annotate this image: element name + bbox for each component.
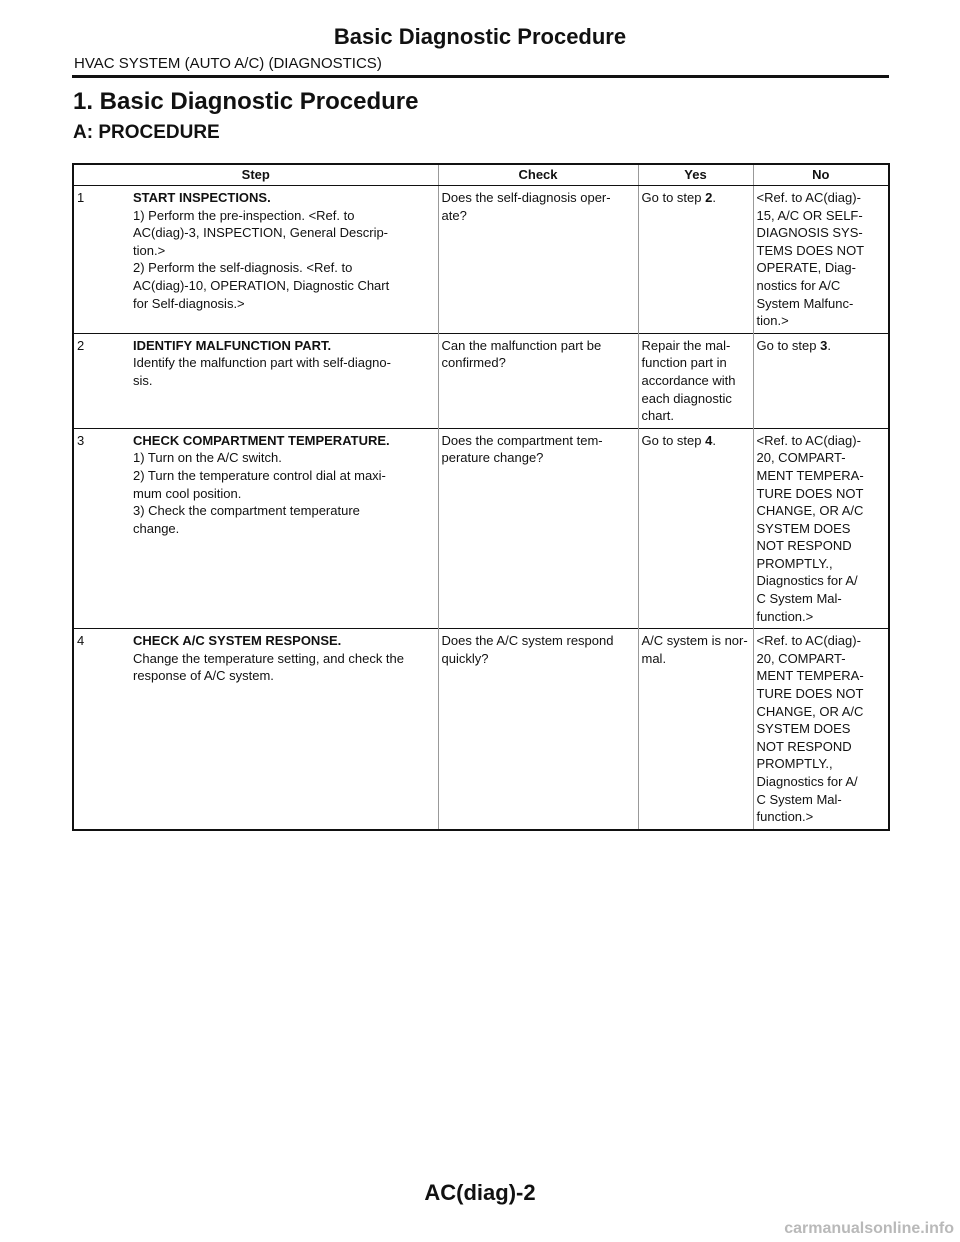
step-text: response of A/C system.: [133, 668, 274, 684]
step-text: Identify the malfunction part with self-diagno-: [133, 355, 391, 371]
no-text: 20, COMPART-: [756, 450, 846, 466]
step-title: CHECK A/C SYSTEM RESPONSE.: [133, 633, 342, 649]
step-cell: [73, 333, 438, 428]
no-cell: [753, 629, 889, 830]
no-text: function.>: [756, 608, 814, 624]
yes-text: each diagnostic: [641, 390, 732, 406]
table-row: [73, 629, 889, 830]
no-text: <Ref. to AC(diag)-: [756, 633, 861, 649]
column-header-yes: Yes: [638, 164, 753, 186]
no-text: SYSTEM DOES: [756, 721, 851, 737]
no-text-end: .: [827, 337, 831, 353]
yes-cell: [638, 428, 753, 629]
no-text: NOT RESPOND: [756, 738, 852, 754]
step-text: 1) Turn on the A/C switch.: [133, 450, 282, 466]
column-header-step: Step: [73, 164, 438, 186]
step-number: 1: [77, 190, 85, 205]
check-cell: [438, 186, 638, 334]
check-text: perature change?: [441, 450, 544, 466]
no-text: Diagnostics for A/: [756, 774, 858, 789]
yes-text: Repair the mal-: [641, 337, 731, 353]
no-text: C System Mal-: [756, 591, 842, 607]
yes-text: mal.: [641, 650, 667, 666]
step-title: IDENTIFY MALFUNCTION PART.: [133, 337, 332, 353]
step-text: mum cool position.: [133, 485, 242, 501]
no-text: System Malfunc-: [756, 295, 854, 311]
no-text: function.>: [756, 809, 814, 825]
no-cell: [753, 428, 889, 629]
step-text: for Self-diagnosis.>: [133, 295, 245, 311]
no-text: 15, A/C OR SELF-: [756, 207, 863, 223]
no-text: CHANGE, OR A/C: [756, 503, 864, 519]
step-text: 1) Perform the pre-inspection. <Ref. to: [133, 207, 355, 223]
watermark: carmanualsonline.info: [784, 1220, 954, 1237]
no-text: CHANGE, OR A/C: [756, 703, 864, 719]
page-number: AC(diag)-2: [424, 1180, 536, 1205]
no-text: PROMPTLY.,: [756, 555, 833, 571]
diagnostic-table: [72, 163, 890, 831]
check-text: quickly?: [441, 650, 489, 666]
no-text: TURE DOES NOT: [756, 485, 864, 501]
section-name: HVAC SYSTEM (AUTO A/C) (DIAGNOSTICS): [74, 55, 382, 72]
no-text: C System Mal-: [756, 791, 842, 807]
step-text: 2) Perform the self-diagnosis. <Ref. to: [133, 260, 353, 276]
no-text: 20, COMPART-: [756, 650, 846, 666]
no-text: SYSTEM DOES: [756, 520, 851, 536]
subsection-heading: A: PROCEDURE: [73, 122, 220, 143]
check-cell: [438, 333, 638, 428]
check-cell: [438, 428, 638, 629]
table-header-row: [73, 164, 889, 186]
no-text: MENT TEMPERA-: [756, 668, 864, 684]
page-header-title: Basic Diagnostic Procedure: [333, 24, 627, 49]
yes-cell: [638, 186, 753, 334]
table-row: [73, 333, 889, 428]
check-text: ate?: [441, 207, 467, 223]
no-cell: [753, 333, 889, 428]
no-text: MENT TEMPERA-: [756, 467, 864, 483]
step-text: change.: [133, 520, 180, 536]
check-text: confirmed?: [441, 355, 506, 371]
step-text: 2) Turn the temperature control dial at maxi-: [133, 467, 386, 483]
yes-text: chart.: [641, 408, 675, 424]
yes-text-end: .: [712, 190, 716, 205]
column-header-no: No: [753, 164, 889, 186]
step-cell: [73, 428, 438, 629]
no-step-ref: 3: [820, 337, 828, 353]
step-title: START INSPECTIONS.: [133, 190, 271, 205]
check-text: Can the malfunction part be: [441, 337, 602, 353]
step-cell: [73, 629, 438, 830]
no-text: <Ref. to AC(diag)-: [756, 190, 861, 205]
yes-text: Go to step: [641, 190, 706, 205]
step-cell: [73, 186, 438, 334]
step-text: 3) Check the compartment temperature: [133, 503, 360, 519]
step-text: Change the temperature setting, and check the: [133, 650, 405, 666]
check-text: Does the A/C system respond: [441, 633, 614, 649]
no-text: OPERATE, Diag-: [756, 260, 856, 276]
step-text: tion.>: [133, 242, 166, 258]
step-title: CHECK COMPARTMENT TEMPERATURE.: [133, 432, 390, 448]
no-text: TEMS DOES NOT: [756, 242, 865, 258]
column-header-check: Check: [438, 164, 638, 186]
no-cell: [753, 186, 889, 334]
yes-text: accordance with: [641, 372, 736, 388]
yes-cell: [638, 629, 753, 830]
table-row: [73, 186, 889, 334]
check-cell: [438, 629, 638, 830]
no-text: Go to step: [756, 337, 821, 353]
check-text: Does the compartment tem-: [441, 432, 603, 448]
header-rule: [72, 75, 889, 78]
check-text: Does the self-diagnosis oper-: [441, 190, 611, 205]
step-number: 3: [77, 432, 85, 448]
step-text: sis.: [133, 372, 153, 388]
no-text: TURE DOES NOT: [756, 686, 864, 702]
step-number: 2: [77, 337, 85, 353]
yes-step-ref: 2: [705, 190, 713, 205]
yes-text: function part in: [641, 355, 727, 371]
no-text: tion.>: [756, 313, 789, 329]
yes-text: A/C system is nor-: [641, 633, 748, 649]
section-heading: 1. Basic Diagnostic Procedure: [73, 88, 419, 115]
no-text: nostics for A/C: [756, 277, 841, 293]
no-text: DIAGNOSIS SYS-: [756, 225, 863, 241]
yes-cell: [638, 333, 753, 428]
yes-text: Go to step: [641, 432, 706, 448]
no-text: <Ref. to AC(diag)-: [756, 432, 861, 448]
step-text: AC(diag)-3, INSPECTION, General Descrip-: [133, 225, 389, 241]
no-text: Diagnostics for A/: [756, 573, 858, 589]
step-number: 4: [77, 633, 85, 649]
no-text: PROMPTLY.,: [756, 756, 833, 772]
yes-step-ref: 4: [705, 432, 713, 448]
step-text: AC(diag)-10, OPERATION, Diagnostic Chart: [133, 277, 390, 293]
yes-text-end: .: [712, 432, 716, 448]
table-row: [73, 428, 889, 629]
no-text: NOT RESPOND: [756, 538, 852, 554]
